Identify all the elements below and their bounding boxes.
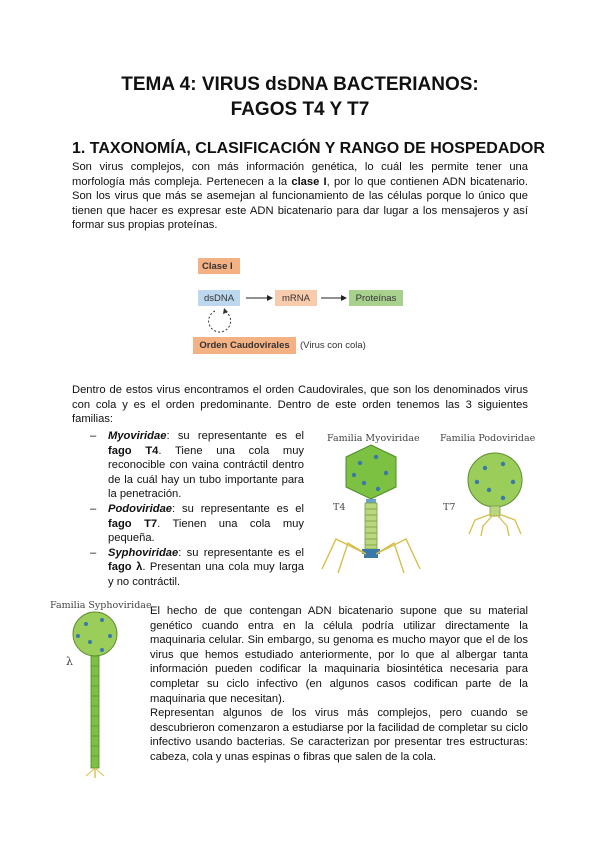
- orden-note: (Virus con cola): [300, 340, 366, 351]
- clase-box: Clase I: [198, 258, 240, 274]
- proteinas-box: Proteínas: [349, 290, 403, 306]
- t4-phage-illustration: [316, 443, 426, 578]
- intro-text-c: , por lo que contienen ADN bicatenario. Son los virus que más se asemejan al funcionamiento de las células porque lo único que tienen que hacer es expresar este ADN bicatenario para dar lugar a los mensajeros y así formar sus propias proteínas.: [72, 175, 528, 232]
- intro-text-a: Son virus complejos, con más información genética, lo cuál les permite tener una morfología más compleja. Pertenecen a la: [72, 161, 528, 188]
- lambda-label: λ: [66, 655, 73, 668]
- myoviridae-label: Familia Myoviridae: [327, 433, 420, 444]
- intro-paragraph: [72, 160, 528, 233]
- t4-label: T4: [333, 502, 346, 513]
- family-item-podoviridae: – Podoviridae: su representante es el fago T7. Tienen una cola muy pequeña.: [90, 502, 304, 546]
- families-intro: Dentro de estos virus encontramos el orden Caudovirales, que son los denominados virus con cola y es el orden predominante. Dentro de este orden tenemos las 3 siguientes familias:: [72, 384, 528, 426]
- family-list: [90, 429, 304, 590]
- intro-text-bold: clase I: [291, 175, 327, 188]
- lambda-phage-illustration: [60, 610, 130, 780]
- orden-box: Orden Caudovirales: [193, 337, 296, 354]
- section-heading: 1. TAXONOMÍA, CLASIFICACIÓN Y RANGO DE HOSPEDADOR: [72, 140, 545, 157]
- diagram-arrows: [195, 285, 410, 335]
- genome-paragraph: El hecho de que contengan ADN bicatenario supone que su material genético cuando entra en la célula podría utilizar directamente la maquinaria celular. Sin embargo, su genoma es mucho mayor que el de los virus que hemos estudiado anteriormente, por lo que al albergar tanta información pueden codificar la maquinaria biosintética necesaria para completar su ciclo infectivo (en algunos casos codifican parte de la maquinaria que necesitan).: [150, 605, 528, 705]
- page-title-line2: FAGOS T4 Y T7: [230, 99, 370, 120]
- complexity-paragraph: Representan algunos de los virus más complejos, pero cuando se descubrieron comenzaron a estudiarse por la facilidad de completar su ciclo infectivo usando bacterias. Se caracterizan por presentar tres estructuras: cabeza, cola y unas espinas o fibras que salen de la cola.: [150, 707, 528, 763]
- t7-label: T7: [443, 502, 456, 513]
- family-item-myoviridae: – Myoviridae: su representante es el fago T4. Tiene una cola muy reconocible con vaina contráctil dentro de la cuál hay un tubo importante para la penetración.: [90, 429, 304, 502]
- dsdna-box: dsDNA: [198, 290, 240, 306]
- family-item-syphoviridae: – Syphoviridae: su representante es el fago λ. Presentan una cola muy larga y no contráctil.: [90, 546, 304, 590]
- mrna-box: mRNA: [275, 290, 317, 306]
- page-title-line1: TEMA 4: VIRUS dsDNA BACTERIANOS:: [121, 74, 479, 95]
- podoviridae-label: Familia Podoviridae: [440, 433, 536, 444]
- syphoviridae-label: Familia Syphoviridae: [50, 600, 152, 611]
- t7-phage-illustration: [455, 448, 535, 538]
